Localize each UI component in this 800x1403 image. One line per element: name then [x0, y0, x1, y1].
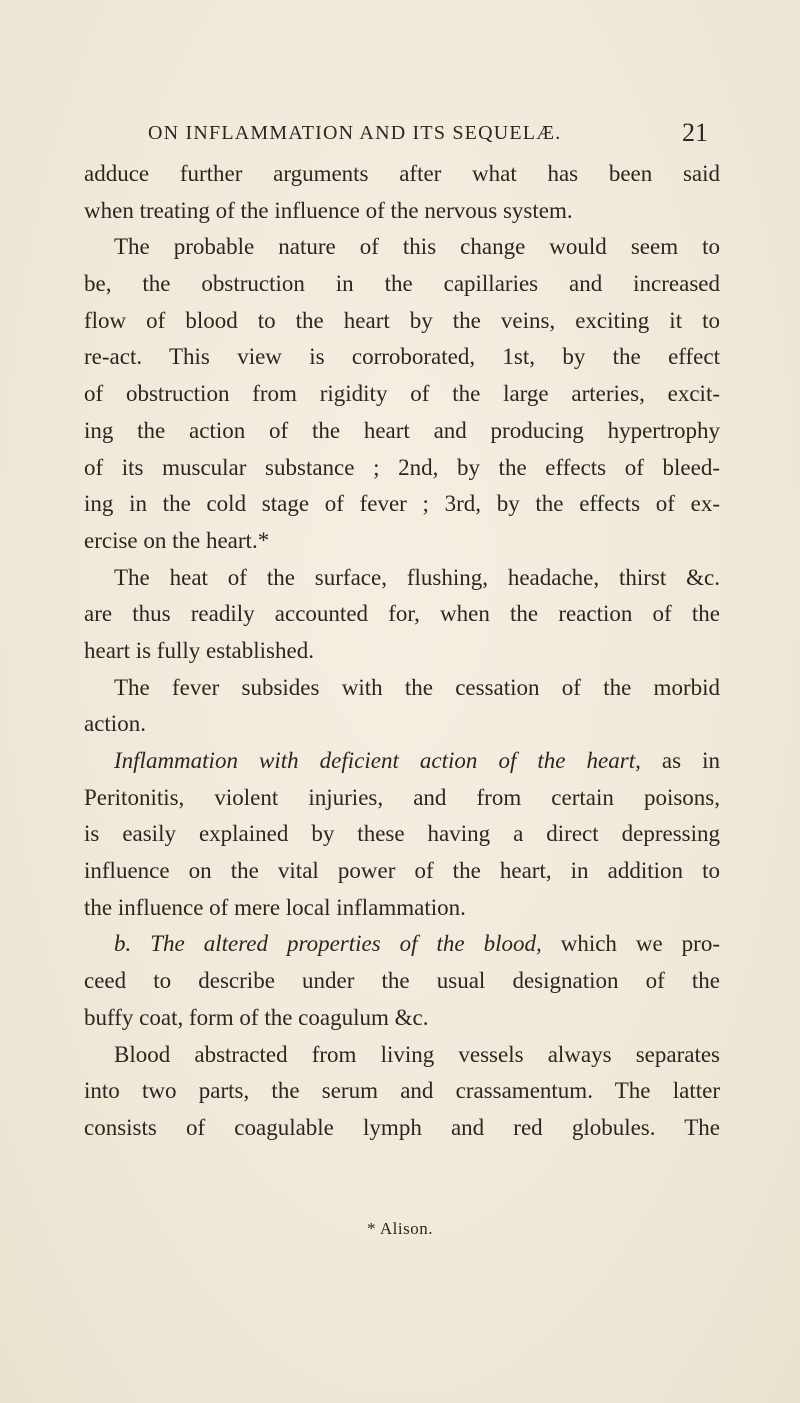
text-line: Blood abstracted from living vessels always separates [114, 1041, 720, 1067]
text-line: is easily explained by these having a direct depressing [84, 821, 720, 847]
text-line: re-act. This view is corroborated, 1st, by the effect [84, 344, 720, 370]
text-line: influence on the vital power of the heart, in addition to [84, 858, 720, 884]
text-line: into two parts, the serum and crassamentum. The latter [84, 1078, 720, 1104]
text-line: when treating of the influence of the nervous system. [84, 197, 573, 223]
running-title: ON INFLAMMATION AND ITS SEQUELÆ. [148, 122, 562, 144]
text-span: as in [640, 748, 720, 773]
text-line [84, 743, 720, 780]
text-line: heart is fully established. [84, 637, 314, 663]
page-number: 21 [682, 118, 708, 147]
text-line: of its muscular substance ; 2nd, by the effects of bleed- [84, 454, 720, 480]
text-line: ing the action of the heart and producing hypertrophy [84, 417, 720, 443]
text-line [84, 926, 720, 963]
text-line: ceed to describe under the usual designation of the [84, 968, 720, 994]
italic-heading: The altered properties of the blood, [150, 931, 542, 957]
body-text [84, 156, 720, 1147]
text-line: consists of coagulable lymph and red globules. The [84, 1114, 720, 1140]
text-line: ercise on the heart.* [84, 527, 270, 553]
footnote: * Alison. [367, 1219, 433, 1238]
running-head [148, 118, 708, 148]
text-line: The fever subsides with the cessation of the morbid [114, 674, 720, 700]
text-line: flow of blood to the heart by the veins, exciting it to [84, 307, 720, 333]
text-line: The heat of the surface, flushing, headache, thirst &c. [114, 564, 720, 590]
text-line: be, the obstruction in the capillaries and increased [84, 271, 720, 297]
text-line: The probable nature of this change would seem to [114, 234, 720, 260]
text-line: buffy coat, form of the coagulum &c. [84, 1004, 429, 1030]
italic-heading: Inflammation with deficient action of the heart, [114, 748, 641, 773]
text-span: which we pro- [541, 931, 721, 957]
section-label: b. [114, 931, 132, 957]
text-line: adduce further arguments after what has been said [84, 161, 720, 186]
text-line: the influence of mere local inflammation. [84, 894, 466, 920]
text-line: Peritonitis, violent injuries, and from certain poisons, [84, 784, 720, 810]
text-line: action. [84, 711, 146, 737]
text-line: ing in the cold stage of fever ; 3rd, by the effects of ex- [84, 491, 720, 517]
text-line: of obstruction from rigidity of the large arteries, excit- [84, 381, 720, 407]
text-line: are thus readily accounted for, when the reaction of the [84, 601, 720, 627]
